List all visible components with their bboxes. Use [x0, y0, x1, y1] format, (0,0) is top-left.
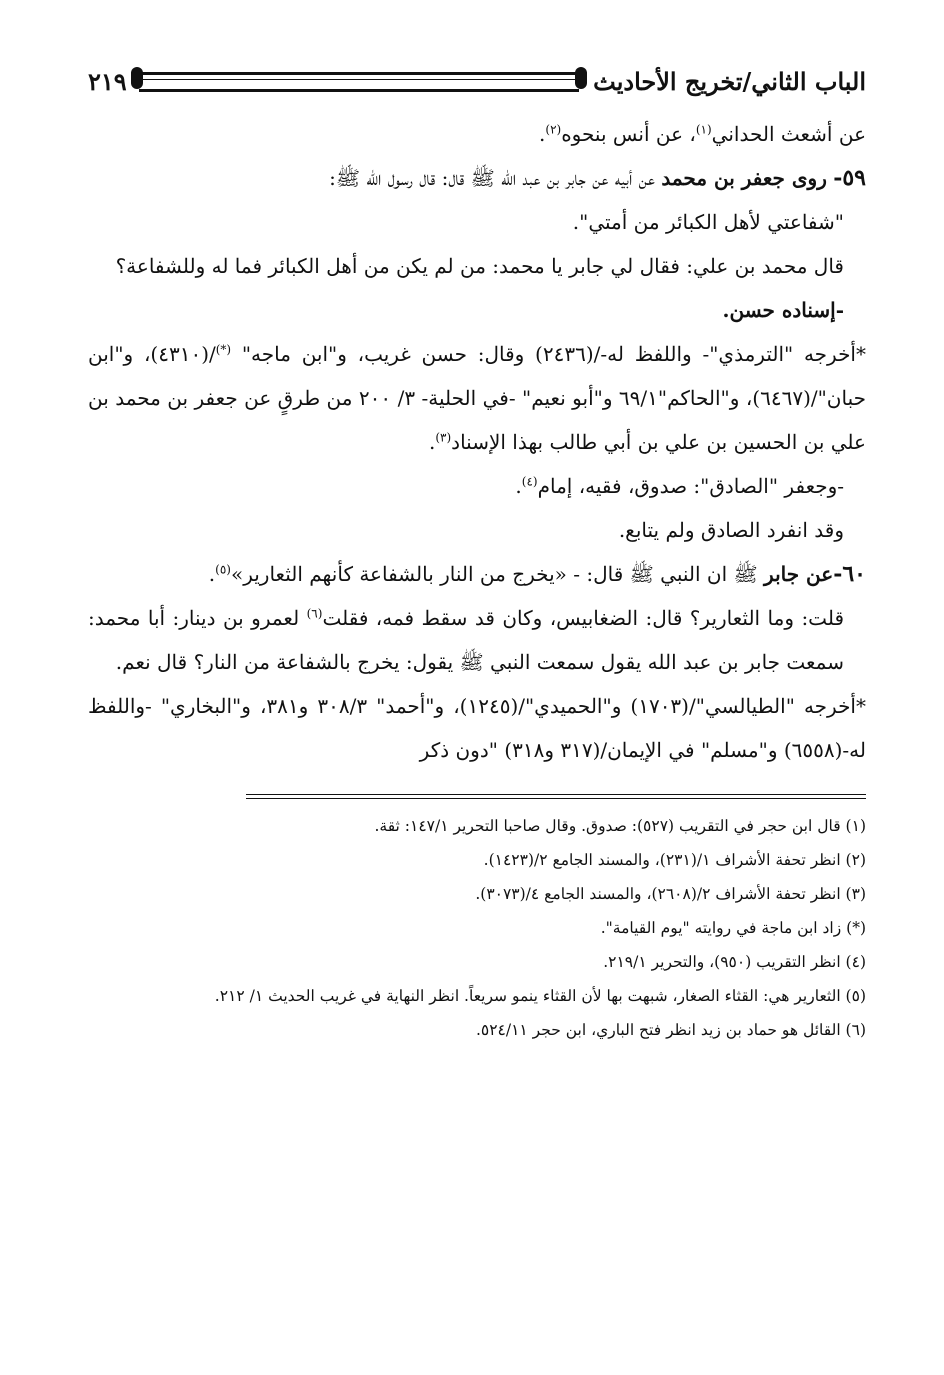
footnote-ref[interactable]: (*): [215, 342, 232, 357]
paragraph: قال محمد بن علي: فقال لي جابر يا محمد: من لم يكن من أهل الكبائر فما له وللشفاعة؟: [115, 254, 844, 278]
hadith-number: ٦٠-: [833, 561, 866, 587]
paragraph: وقد انفرد الصادق ولم يتابع.: [618, 518, 844, 542]
narrator: روى جعفر بن محمد: [661, 166, 827, 190]
footnote-ref[interactable]: (٣): [435, 430, 452, 445]
footnote: (٤) انظر التقريب (٩٥٠)، والتحرير ٢١٩/١.: [603, 953, 866, 971]
running-header: [88, 58, 866, 104]
main-text: [88, 112, 866, 772]
footnote: (٢) انظر تحفة الأشراف ١/(٢٣١)، والمسند الجامع ٢/(١٤٢٣).: [483, 851, 866, 869]
footnote: (٦) القائل هو حماد بن زيد انظر فتح الباري، ابن حجر ٥٢٤/١١.: [475, 1021, 866, 1039]
takhrij-paragraph: *أخرجه "الطيالسي"/(١٧٠٣) و"الحميدي"/(١٢٤٥)، و"أحمد" ٣٠٨/٣ و٣٨١، و"البخاري" -واللفظ له-(٦٥٥٨) و"مسلم" في الإيمان/(٣١٧ و٣١٨) "دون ذكر: [88, 694, 866, 762]
footnote-separator: [246, 794, 866, 799]
footnote-ref[interactable]: (٥): [215, 562, 231, 577]
footnote: (٣) انظر تحفة الأشراف ٢/(٢٦٠٨)، والمسند الجامع ٤/(٣٠٧٣).: [475, 885, 866, 903]
footnote: (١) قال ابن حجر في التقريب (٥٢٧): صدوق. وقال صاحبا التحرير ١٤٧/١: ثقة.: [374, 817, 866, 835]
footnote-ref[interactable]: (٤): [521, 474, 538, 489]
ornamental-rule: [139, 70, 579, 92]
book-page: [88, 58, 866, 1047]
takhrij-paragraph: *أخرجه "الترمذي"- واللفظ له-/(٢٤٣٦) وقال: حسن غريب، و"ابن ماجه" (*)/(٤٣١٠)، و"ابن حبان"/(٦٤٦٧)، و"الحاكم"٦٩/١ و"أبو نعيم" -في الحلية- ٣/ ٢٠٠ من طرقٍ عن جعفر بن محمد بن علي بن الحسين بن علي بن أبي طالب بهذا الإسناد$^{(٣)}$.: [88, 342, 866, 454]
paragraph: -وجعفر "الصادق": صدوق، فقيه، إمام$^{(٤)}$.: [515, 474, 844, 498]
paragraph: قلت: وما الثعارير؟ قال: الضغابيس، وكان قد سقط فمه، فقلت$^{(٦)}$ لعمرو بن دينار: أبا محمد: سمعت جابر بن عبد الله يقول سمعت النبي ﷺ يقول: يخرج بالشفاعة من النار؟ قال نعم.: [88, 606, 845, 674]
hadith-60: ٦٠-عن جابر ﷺ ان النبي ﷺ قال: - «يخرج من النار بالشفاعة كأنهم الثعارير»$^{(٥)}$.: [208, 561, 866, 587]
narrator: عن جابر: [764, 562, 834, 586]
page-number: ٢١٩: [88, 66, 127, 96]
footnotes: [88, 809, 866, 1047]
hadith-number: ٥٩-: [833, 165, 866, 191]
isnad-grade: -إسناده حسن.: [722, 298, 844, 322]
footnote-ref[interactable]: (٢): [545, 122, 562, 137]
chapter-title: الباب الثاني/تخريج الأحاديث: [593, 66, 866, 96]
footnote-ref[interactable]: (١): [695, 122, 712, 137]
footnote: (*) زاد ابن ماجة في روايته "يوم القيامة".: [600, 919, 866, 937]
rule-knot-icon: [575, 67, 587, 89]
paragraph: عن أشعث الحداني$^{(١)}$، عن أنس بنحوه$^{(٢)}$.: [539, 122, 866, 146]
hadith-59: ٥٩- روى جعفر بن محمد عن أبيه عن جابر بن عبد الله ﷺ قال: قال رسول الله ﷺ:: [329, 165, 866, 191]
footnote-ref[interactable]: (٦): [306, 606, 323, 621]
footnote: (٥) الثعارير هي: القثاء الصغار، شبهت بها لأن القثاء ينمو سريعاً. انظر النهاية في غريب الحديث ١/ ٢١٢.: [214, 987, 866, 1005]
rule-knot-icon: [131, 67, 143, 89]
hadith-text: "شفاعتي لأهل الكبائر من أمتي".: [572, 210, 844, 234]
